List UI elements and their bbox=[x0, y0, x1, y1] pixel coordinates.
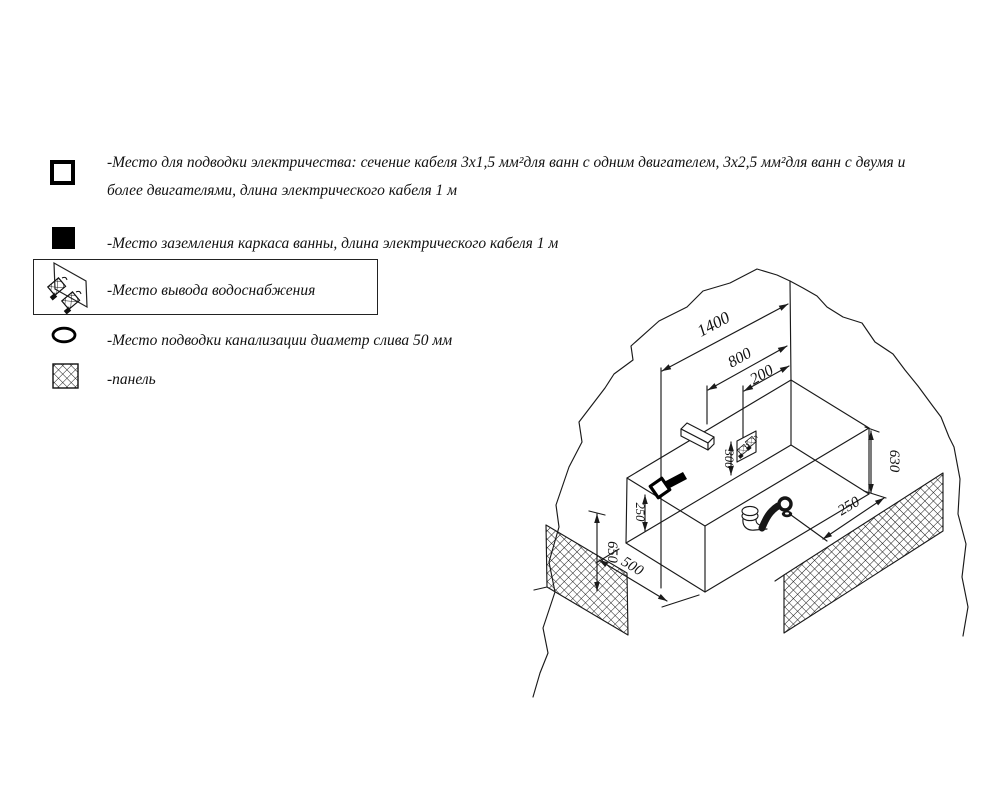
installation-diagram bbox=[525, 250, 980, 710]
water-supply-taps bbox=[737, 431, 757, 462]
drain-siphon bbox=[742, 498, 792, 530]
electricity-outlet-symbol bbox=[48, 158, 80, 190]
dim-250-left bbox=[633, 495, 647, 531]
legend-panel-label: -панель bbox=[107, 371, 156, 388]
dim-500-label: 500 bbox=[618, 553, 646, 580]
dim-630-label: 630 bbox=[886, 449, 902, 473]
legend-grounding-label: -Место заземления каркаса ванны, длина электрического кабеля 1 м bbox=[107, 235, 559, 252]
legend-sewer-label: -Место подводки канализации диаметр слива 50 мм bbox=[107, 332, 453, 349]
legend-electricity-label: -Место для подводки электричества: сечение кабеля 3х1,5 мм²для ванн с одним двигателем, 3х2,5 мм²для ванн с двумя и более двигателями, длина электрического кабеля 1 м bbox=[107, 154, 906, 199]
right-panel-extension bbox=[775, 575, 784, 581]
dim-1400 bbox=[662, 304, 788, 371]
sewer-symbol bbox=[50, 325, 82, 347]
dim-300-label: 300 bbox=[722, 449, 736, 469]
junction-box bbox=[681, 423, 714, 450]
dim-630 bbox=[864, 427, 902, 498]
panel-symbol bbox=[50, 361, 82, 391]
grounding-symbol bbox=[48, 224, 80, 252]
water-supply-symbol bbox=[43, 261, 105, 314]
dim-250-right-label: 250 bbox=[835, 493, 863, 520]
wall-outline bbox=[533, 269, 968, 697]
dim-200-label: 200 bbox=[747, 361, 777, 389]
grounding-marker bbox=[664, 472, 687, 489]
dim-1400-label: 1400 bbox=[693, 307, 733, 341]
dim-800-label: 800 bbox=[725, 344, 755, 372]
dim-650-label: 650 bbox=[604, 541, 620, 563]
dim-300 bbox=[722, 442, 736, 475]
dim-250-left-label: 250 bbox=[633, 502, 647, 522]
legend-water-supply-label: -Место вывода водоснабжения bbox=[107, 282, 316, 299]
dim-800 bbox=[708, 345, 787, 390]
